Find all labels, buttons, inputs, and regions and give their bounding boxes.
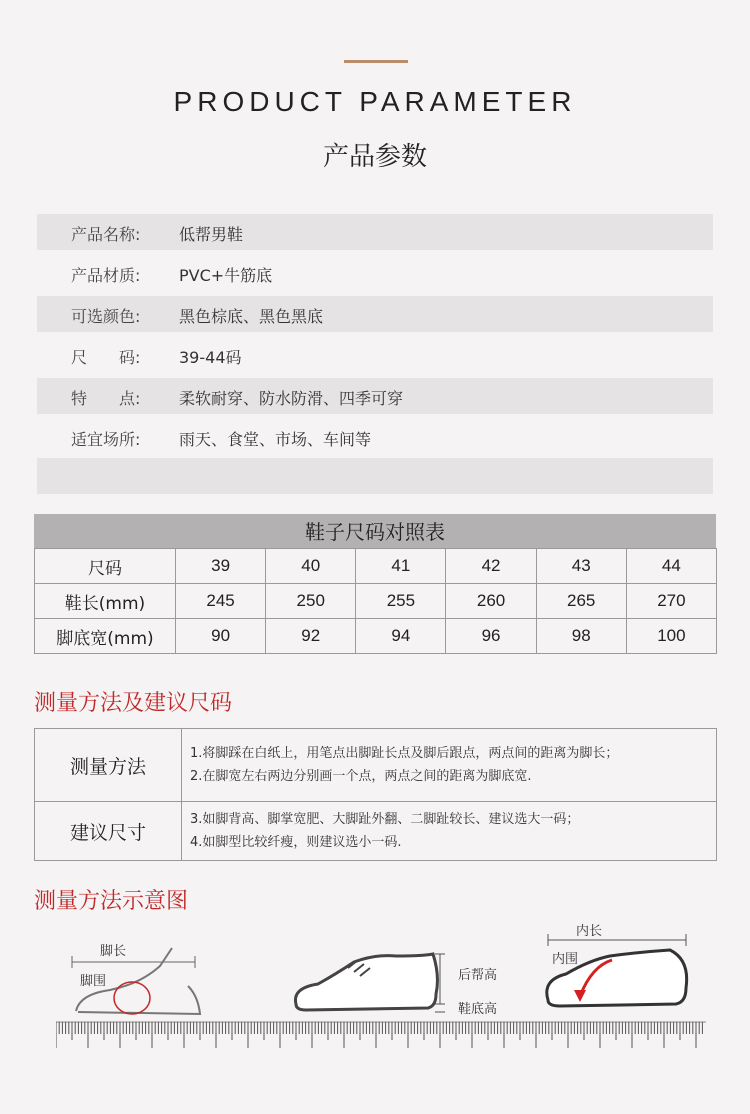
label-inner-length: 内长 xyxy=(576,924,603,939)
table-cell: 98 xyxy=(536,619,626,654)
table-cell: 44 xyxy=(626,549,716,584)
table-cell: 40 xyxy=(266,549,356,584)
size-chart-title: 鞋子尺码对照表 xyxy=(34,514,716,548)
param-label: 尺 码: xyxy=(71,348,141,367)
table-cell: 270 xyxy=(626,584,716,619)
param-value: PVC+牛筋底 xyxy=(179,266,273,285)
table-row xyxy=(35,802,717,861)
table-cell: 90 xyxy=(176,619,266,654)
param-row-size xyxy=(37,337,713,373)
row-header: 尺码 xyxy=(35,549,176,584)
row-header: 鞋长(mm) xyxy=(35,584,176,619)
table-cell: 94 xyxy=(356,619,446,654)
ruler-icon xyxy=(56,1020,706,1050)
measure-label: 建议尺寸 xyxy=(35,802,182,861)
diagram-heading: 测量方法示意图 xyxy=(34,889,189,914)
measure-text xyxy=(182,729,717,802)
table-cell: 96 xyxy=(446,619,536,654)
page-title-cn: 产品参数 xyxy=(322,142,427,172)
table-row xyxy=(35,729,717,802)
measure-line: 4.如脚型比较纤瘦，则建议选小一码. xyxy=(190,835,402,850)
measure-table xyxy=(34,728,717,861)
decorative-line xyxy=(344,60,408,63)
table-row xyxy=(35,549,717,584)
label-sole-height: 鞋底高 xyxy=(458,1002,498,1017)
param-value: 39-44码 xyxy=(179,348,242,367)
table-cell: 265 xyxy=(536,584,626,619)
param-label: 可选颜色: xyxy=(71,307,141,326)
table-cell: 43 xyxy=(536,549,626,584)
param-label: 产品名称: xyxy=(71,225,141,244)
table-cell: 92 xyxy=(266,619,356,654)
row-header: 脚底宽(mm) xyxy=(35,619,176,654)
table-cell: 39 xyxy=(176,549,266,584)
table-cell: 41 xyxy=(356,549,446,584)
param-row-name xyxy=(37,214,713,250)
shoe-inner-sketch-icon xyxy=(540,930,700,1016)
param-label: 适宜场所: xyxy=(71,430,141,449)
param-row-material xyxy=(37,255,713,291)
table-cell: 245 xyxy=(176,584,266,619)
table-cell: 250 xyxy=(266,584,356,619)
param-row-empty xyxy=(37,458,713,494)
param-row-occasion xyxy=(37,419,713,455)
table-cell: 100 xyxy=(626,619,716,654)
table-cell: 255 xyxy=(356,584,446,619)
param-value: 雨天、食堂、市场、车间等 xyxy=(179,430,372,449)
measure-text xyxy=(182,802,717,861)
measure-line: 3.如脚背高、脚掌宽肥、大脚趾外翻、二脚趾较长、建议选大一码； xyxy=(190,812,580,827)
measurement-diagram xyxy=(0,918,750,1058)
param-value: 柔软耐穿、防水防滑、四季可穿 xyxy=(179,389,404,408)
page-title-en: PRODUCT PARAMETER xyxy=(173,86,577,117)
label-heel-height: 后帮高 xyxy=(458,968,498,983)
param-row-color xyxy=(37,296,713,332)
measure-line: 1.将脚踩在白纸上，用笔点出脚趾长点及脚后跟点，两点间的距离为脚长； xyxy=(190,746,619,761)
param-label: 特 点: xyxy=(71,389,141,408)
measure-heading: 测量方法及建议尺码 xyxy=(34,691,233,716)
param-row-features xyxy=(37,378,713,414)
measure-line: 2.在脚宽左右两边分别画一个点，两点之间的距离为脚底宽. xyxy=(190,769,532,784)
table-cell: 260 xyxy=(446,584,536,619)
label-foot-girth: 脚围 xyxy=(80,974,107,989)
table-row xyxy=(35,619,717,654)
param-value: 低帮男鞋 xyxy=(179,225,244,244)
shoe-sketch-icon xyxy=(288,946,458,1018)
table-cell: 42 xyxy=(446,549,536,584)
param-value: 黑色棕底、黑色黑底 xyxy=(179,307,324,326)
label-foot-length: 脚长 xyxy=(100,944,127,959)
foot-sketch-icon xyxy=(50,936,210,1016)
label-inner-girth: 内围 xyxy=(552,952,579,967)
param-label: 产品材质: xyxy=(71,266,141,285)
measure-label: 测量方法 xyxy=(35,729,182,802)
table-row xyxy=(35,584,717,619)
size-chart-table xyxy=(34,548,717,654)
